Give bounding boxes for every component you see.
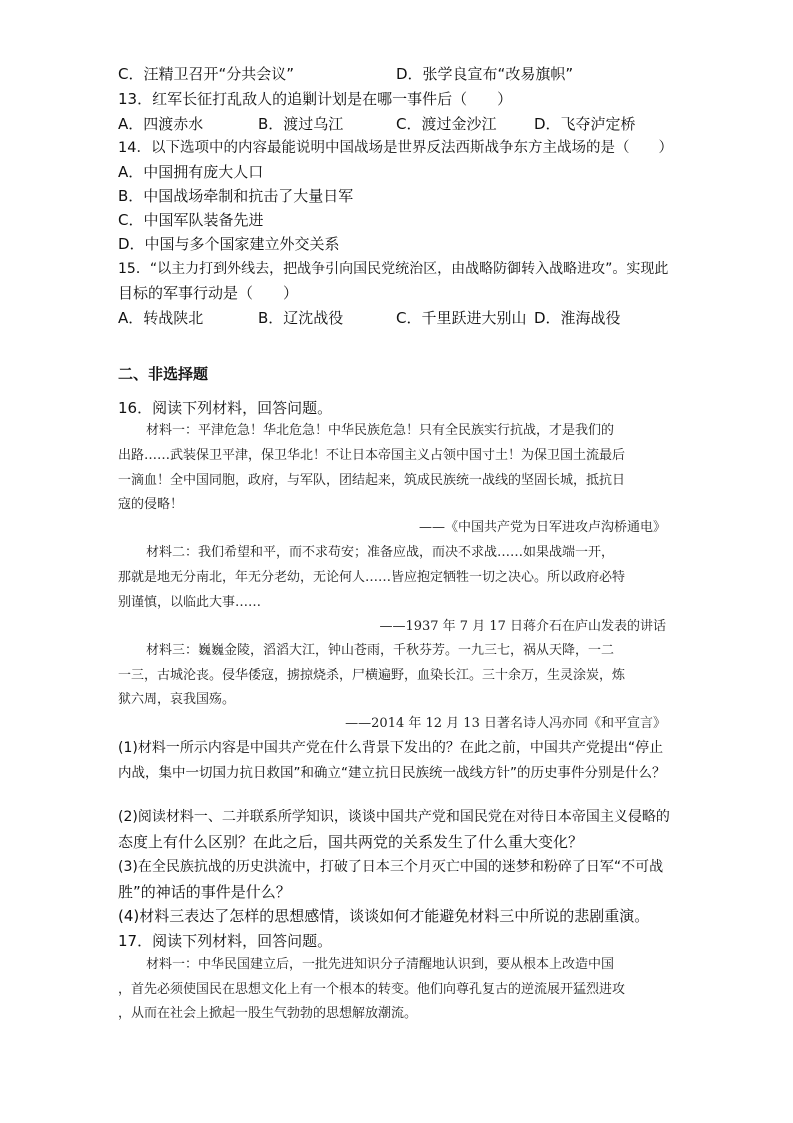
q15-stem-line1: 15．“以主力打到外线去，把战争引向国民党统治区，由战略防御转入战略进攻”。实现此 xyxy=(118,261,669,277)
q16-material2-line1: 材料二：我们希望和平，而不求苟安；准备应战，而决不求战……如果战端一开， xyxy=(146,545,615,560)
q16-question1-line1: (1)材料一所示内容是中国共产党在什么背景下发出的？在此之前，中国共产党提出“停止 xyxy=(118,740,664,756)
q16-material3-line1: 材料三：巍巍金陵，滔滔大江，钟山苍雨，千秋芬芳。一九三七，祸从天降，一二 xyxy=(146,643,615,658)
q12-option-c[interactable]: C．汪精卫召开“分共会议” xyxy=(118,65,295,83)
q16-material1-line2: 出路……武装保卫平津，保卫华北！不让日本帝国主义占领中国寸土！为保卫国土流最后 xyxy=(118,448,626,463)
q16-material3-line2: 一三，古城沦丧。侵华倭寇，掳掠烧杀，尸横遍野，血染长江。三十余万，生灵涂炭，炼 xyxy=(118,668,626,683)
section-title: 二、非选择题 xyxy=(118,365,209,383)
q16-material1-line1: 材料一：平津危急！华北危急！中华民族危急！只有全民族实行抗战，才是我们的 xyxy=(146,423,615,438)
q16-material2-source: ——1937 年 7 月 17 日蒋介石在庐山发表的讲话 xyxy=(379,619,666,634)
q14-option-d[interactable]: D．中国与多个国家建立外交关系 xyxy=(118,235,340,253)
q15-stem-line2: 目标的军事行动是（ ） xyxy=(118,284,299,302)
q16-question3-line2: 胜”的神话的事件是什么？ xyxy=(118,883,291,901)
q16-material2-line2: 那就是地无分南北，年无分老幼，无论何人……皆应抱定牺牲一切之决心。所以政府必特 xyxy=(118,570,626,585)
q13-option-a[interactable]: A．四渡赤水 xyxy=(118,115,204,133)
q16-material3-source: ——2014 年 12 月 13 日著名诗人冯亦同《和平宣言》 xyxy=(345,716,666,731)
q13-stem: 13．红军长征打乱敌人的追剿计划是在哪一事件后（ ） xyxy=(118,90,513,108)
q13-option-c[interactable]: C．渡过金沙江 xyxy=(396,115,497,133)
q13-option-d[interactable]: D．飞夺泸定桥 xyxy=(534,115,636,133)
q14-stem: 14．以下选项中的内容最能说明中国战场是世界反法西斯战争东方主战场的是（ ） xyxy=(118,140,673,156)
q15-option-b[interactable]: B．辽沈战役 xyxy=(258,309,344,327)
q14-option-c[interactable]: C．中国军队装备先进 xyxy=(118,211,264,229)
q17-material1-line2: ，首先必须使国民在思想文化上有一个根本的转变。他们向尊孔复古的逆流展开猛烈进攻 xyxy=(118,982,626,997)
q14-option-b[interactable]: B．中国战场牵制和抗击了大量日军 xyxy=(118,187,354,205)
q16-question1-line2: 内战，集中一切国力抗日救国”和确立“建立抗日民族统一战线方针”的历史事件分别是什么？ xyxy=(118,765,666,781)
q17-material1-line3: ，从而在社会上掀起一股生气勃勃的思想解放潮流。 xyxy=(118,1006,418,1021)
q13-option-b[interactable]: B．渡过乌江 xyxy=(258,115,344,133)
q15-option-d[interactable]: D．淮海战役 xyxy=(534,309,621,327)
q16-question2-line1: (2)阅读材料一、二并联系所学知识，谈谈中国共产党和国民党在对待日本帝国主义侵略的 xyxy=(118,809,670,825)
q16-question2-line2: 态度上有什么区别？在此之后，国共两党的关系发生了什么重大变化？ xyxy=(118,833,584,851)
q15-option-a[interactable]: A．转战陕北 xyxy=(118,309,204,327)
q16-question3-line1: (3)在全民族抗战的历史洪流中，打破了日本三个月灭亡中国的迷梦和粉碎了日军“不可战 xyxy=(118,859,664,875)
q16-material2-line3: 别谨慎，以临此大事…… xyxy=(118,595,262,610)
q16-question4: (4)材料三表达了怎样的思想感情，谈谈如何才能避免材料三中所说的悲剧重演。 xyxy=(118,907,650,925)
q17-material1-line1: 材料一：中华民国建立后，一批先进知识分子清醒地认识到，要从根本上改造中国 xyxy=(146,957,615,972)
q16-material1-line3: 一滴血！全中国同胞，政府，与军队，团结起来，筑成民族统一战线的坚固长城，抵抗日 xyxy=(118,473,626,488)
q14-option-a[interactable]: A．中国拥有庞大人口 xyxy=(118,163,264,181)
q16-intro: 16．阅读下列材料，回答问题。 xyxy=(118,399,333,417)
q16-material1-line4: 寇的侵略！ xyxy=(118,497,184,512)
q12-option-d[interactable]: D．张学良宣布“改易旗帜” xyxy=(396,65,574,83)
q15-option-c[interactable]: C．千里跃进大别山 xyxy=(396,309,527,327)
q16-material1-source: ——《中国共产党为日军进攻卢沟桥通电》 xyxy=(418,520,666,535)
q16-material3-line3: 狱六周，哀我国殇。 xyxy=(118,692,236,707)
q17-intro: 17．阅读下列材料，回答问题。 xyxy=(118,932,333,950)
